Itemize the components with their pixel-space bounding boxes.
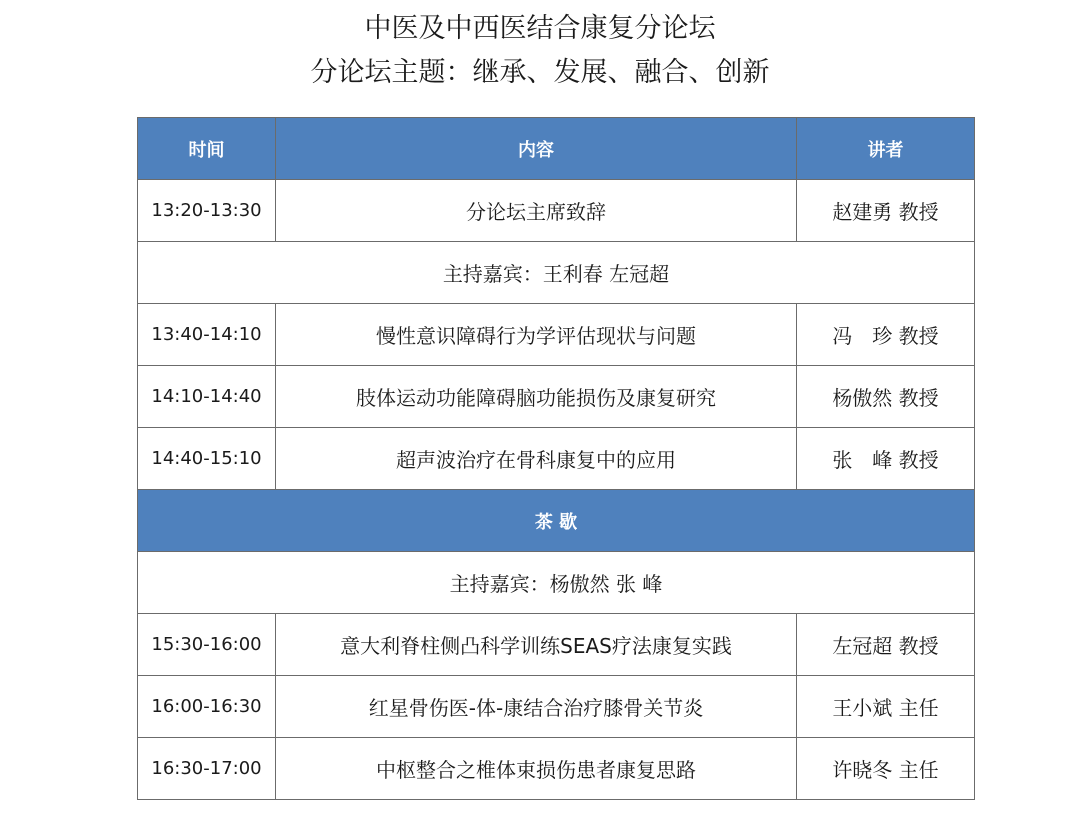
speaker-cell: 王小斌 主任 xyxy=(797,676,975,738)
header-content: 内容 xyxy=(276,118,797,180)
break-cell: 茶 歇 xyxy=(138,490,975,552)
time-cell: 16:30-17:00 xyxy=(138,738,276,800)
speaker-cell: 许晓冬 主任 xyxy=(797,738,975,800)
content-cell: 肢体运动功能障碍脑功能损伤及康复研究 xyxy=(276,366,797,428)
time-cell: 13:40-14:10 xyxy=(138,304,276,366)
header-speaker: 讲者 xyxy=(797,118,975,180)
page-title: 中医及中西医结合康复分论坛 xyxy=(364,13,716,44)
content-cell: 超声波治疗在骨科康复中的应用 xyxy=(276,428,797,490)
content-cell: 中枢整合之椎体束损伤患者康复思路 xyxy=(276,738,797,800)
table-row xyxy=(138,366,975,428)
header-time: 时间 xyxy=(138,118,276,180)
host-row xyxy=(138,552,975,614)
time-cell: 16:00-16:30 xyxy=(138,676,276,738)
time-cell: 14:10-14:40 xyxy=(138,366,276,428)
speaker-cell: 左冠超 教授 xyxy=(797,614,975,676)
table-row xyxy=(138,676,975,738)
content-cell: 意大利脊柱侧凸科学训练SEAS疗法康复实践 xyxy=(276,614,797,676)
host-cell: 主持嘉宾：王利春 左冠超 xyxy=(138,242,975,304)
schedule-table xyxy=(137,117,975,800)
host-row xyxy=(138,242,975,304)
page-subtitle: 分论坛主题：继承、发展、融合、创新 xyxy=(310,57,770,88)
table-row xyxy=(138,428,975,490)
time-cell: 13:20-13:30 xyxy=(138,180,276,242)
table-header-row xyxy=(138,118,975,180)
content-cell: 分论坛主席致辞 xyxy=(276,180,797,242)
time-cell: 15:30-16:00 xyxy=(138,614,276,676)
speaker-cell: 赵建勇 教授 xyxy=(797,180,975,242)
speaker-cell: 杨傲然 教授 xyxy=(797,366,975,428)
table-row xyxy=(138,738,975,800)
speaker-cell: 张 峰 教授 xyxy=(797,428,975,490)
table-row xyxy=(138,180,975,242)
break-row xyxy=(138,490,975,552)
content-cell: 慢性意识障碍行为学评估现状与问题 xyxy=(276,304,797,366)
host-cell: 主持嘉宾：杨傲然 张 峰 xyxy=(138,552,975,614)
table-row xyxy=(138,304,975,366)
table-row xyxy=(138,614,975,676)
content-cell: 红星骨伤医-体-康结合治疗膝骨关节炎 xyxy=(276,676,797,738)
time-cell: 14:40-15:10 xyxy=(138,428,276,490)
speaker-cell: 冯 珍 教授 xyxy=(797,304,975,366)
